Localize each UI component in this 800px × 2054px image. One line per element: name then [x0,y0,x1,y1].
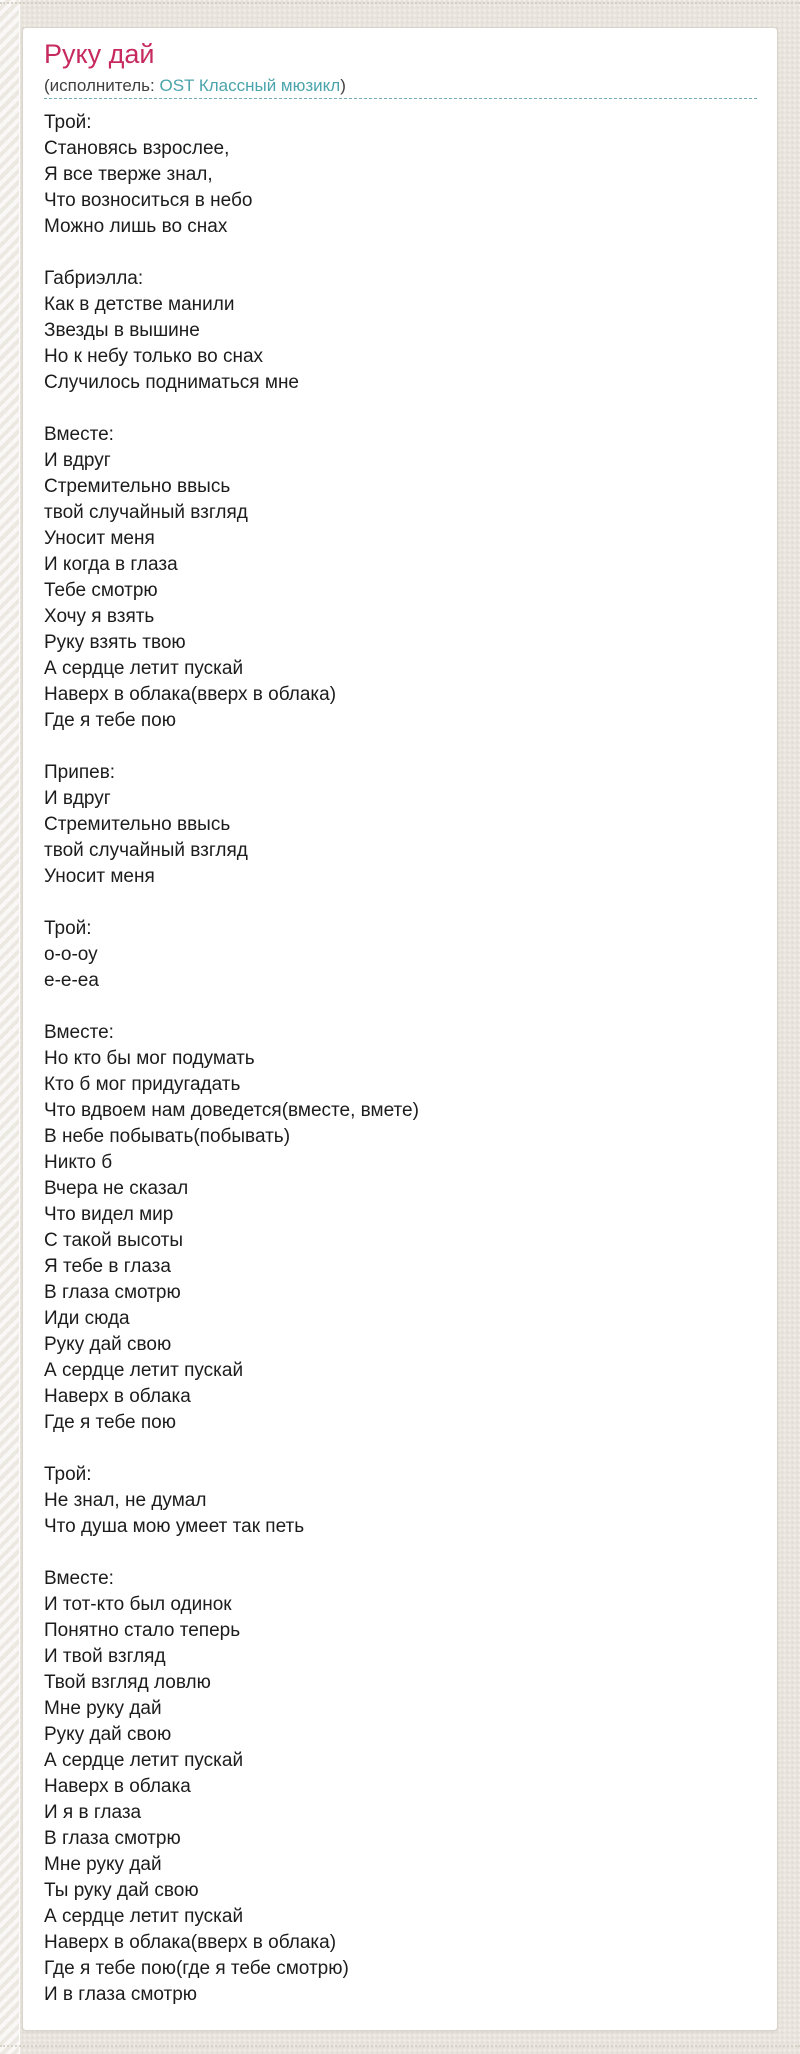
lyric-line: Трой: [44,1464,92,1485]
top-perforation-line [0,2,800,4]
stanza [44,266,757,396]
stanza [44,1462,757,1540]
lyric-line: Наверх в облака [44,1386,191,1407]
lyric-line: Как в детстве манили [44,294,235,315]
bottom-perforation-line [0,2045,800,2047]
lyric-line: твой случайный взгляд [44,840,248,861]
lyric-line: И вдруг [44,450,111,471]
lyric-line: Не знал, не думал [44,1490,207,1511]
lyric-line: Трой: [44,112,92,133]
lyric-line: Стремительно ввысь [44,814,231,835]
lyric-line: Кто б мог придугадать [44,1074,241,1095]
artist-line [44,76,757,99]
lyric-line: А сердце летит пускай [44,1906,244,1927]
stanza [44,422,757,734]
lyric-line: И тот-кто был одинок [44,1594,232,1615]
lyric-line: Стремительно ввысь [44,476,231,497]
lyric-line: Уносит меня [44,528,155,549]
lyric-line: Становясь взрослее, [44,138,230,159]
lyric-line: И когда в глаза [44,554,178,575]
stanza [44,1020,757,1436]
lyric-line: И твой взгляд [44,1646,166,1667]
lyric-line: Габриэлла: [44,268,144,289]
lyric-line: Что душа мою умеет так петь [44,1516,305,1537]
lyric-line: В глаза смотрю [44,1828,181,1849]
lyric-line: А сердце летит пускай [44,1360,244,1381]
stanza [44,916,757,994]
lyric-line: Иди сюда [44,1308,130,1329]
lyric-line: Что видел мир [44,1204,174,1225]
lyric-line: Мне руку дай [44,1854,162,1875]
lyric-line: Наверх в облака(вверх в облака) [44,684,337,705]
lyric-line: В небе побывать(побывать) [44,1126,291,1147]
artist-label: (исполнитель: [44,76,160,95]
lyric-line: Ты руку дай свою [44,1880,199,1901]
lyric-line: С такой высоты [44,1230,184,1251]
lyric-line: А сердце летит пускай [44,658,244,679]
lyric-line: Понятно стало теперь [44,1620,241,1641]
lyric-line: Руку взять твою [44,632,186,653]
lyric-line: Мне руку дай [44,1698,162,1719]
lyric-line: И вдруг [44,788,111,809]
lyric-line: Случилось подниматься мне [44,372,299,393]
lyric-line: Уносит меня [44,866,155,887]
lyric-line: И я в глаза [44,1802,142,1823]
lyric-line: твой случайный взгляд [44,502,248,523]
lyric-line: е-е-еа [44,970,99,991]
lyric-line: В глаза смотрю [44,1282,181,1303]
lyric-line: Я все тверже знал, [44,164,213,185]
lyric-line: Где я тебе пою [44,1412,176,1433]
stanza [44,760,757,890]
lyric-line: Где я тебе пою [44,710,176,731]
lyric-line: о-о-оу [44,944,98,965]
lyric-line: И в глаза смотрю [44,1984,198,2005]
lyric-line: Вместе: [44,1568,114,1589]
lyric-line: Но кто бы мог подумать [44,1048,255,1069]
torn-paper-edge [0,0,20,2054]
artist-label-close: ) [340,76,346,95]
lyric-line: Вместе: [44,1022,114,1043]
artist-link[interactable]: OST Классный мюзикл [159,76,341,95]
lyrics-card [22,27,778,2031]
lyric-line: Что вдвоем нам доведется(вместе, вмете) [44,1100,419,1121]
lyric-line: Вместе: [44,424,114,445]
lyric-line: Наверх в облака [44,1776,191,1797]
lyric-line: Что возноситься в небо [44,190,253,211]
lyric-line: Руку дай свою [44,1724,172,1745]
lyric-line: Наверх в облака(вверх в облака) [44,1932,337,1953]
lyric-line: Твой взгляд ловлю [44,1672,211,1693]
lyric-line: Тебе смотрю [44,580,158,601]
lyric-line: Трой: [44,918,92,939]
lyric-line: Руку дай свою [44,1334,172,1355]
stanza [44,1566,757,2008]
lyric-line: Никто б [44,1152,113,1173]
lyric-line: Где я тебе пою(где я тебе смотрю) [44,1958,349,1979]
lyric-line: А сердце летит пускай [44,1750,244,1771]
lyric-line: Припев: [44,762,116,783]
lyric-line: Звезды в вышине [44,320,200,341]
lyric-line: Но к небу только во снах [44,346,264,367]
lyric-line: Я тебе в глаза [44,1256,171,1277]
lyrics-text [44,110,757,2008]
stanza [44,110,757,240]
lyric-line: Можно лишь во снах [44,216,228,237]
song-title: Руку дай [44,39,155,69]
lyric-line: Вчера не сказал [44,1178,189,1199]
lyric-line: Хочу я взять [44,606,155,627]
